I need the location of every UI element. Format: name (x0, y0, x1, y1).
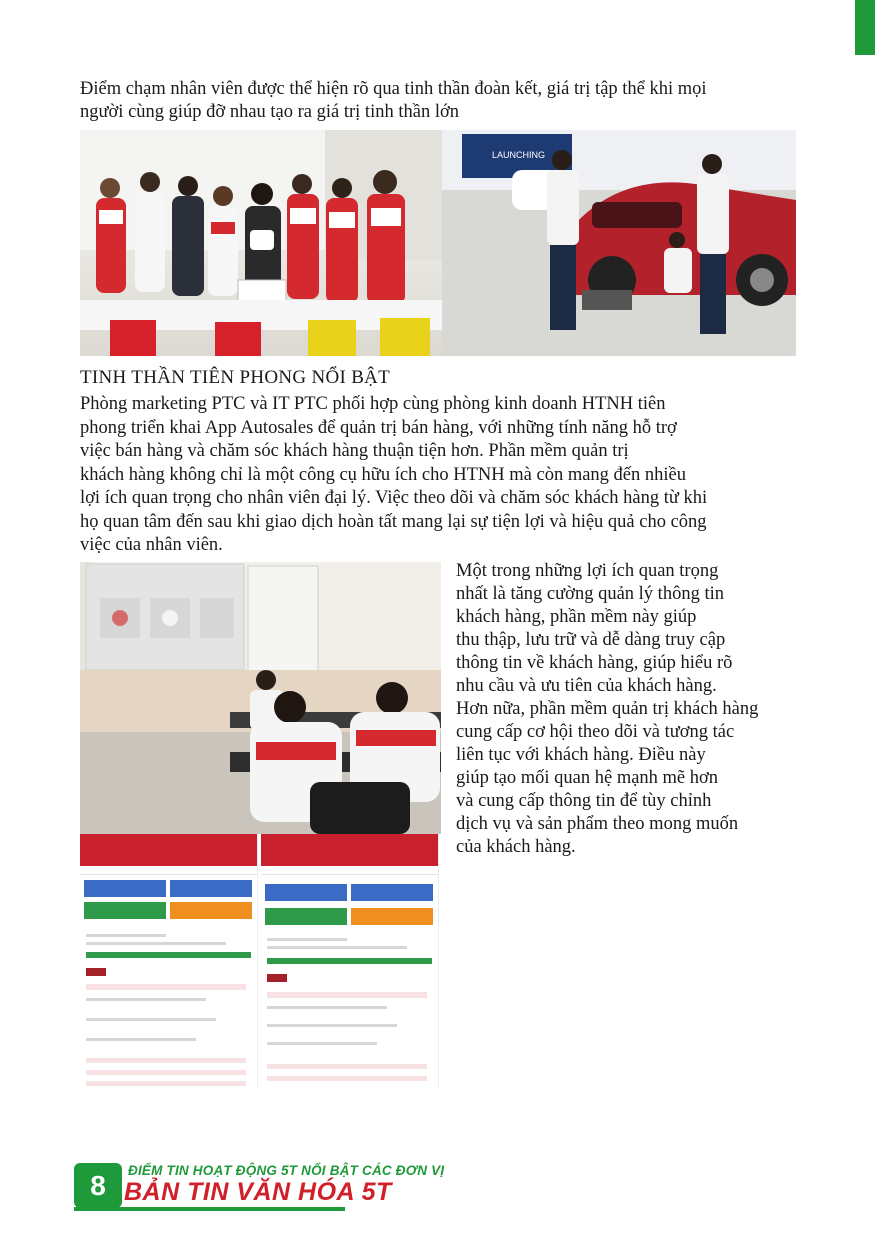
launching-sign: LAUNCHING (492, 150, 546, 160)
section-line: việc bán hàng và chăm sóc khách hàng thuận tiện hơn. Phần mềm quản trị (80, 441, 629, 461)
app-section-bar (267, 992, 427, 998)
section-body (80, 393, 800, 558)
side-line: liên tục với khách hàng. Điều này (456, 745, 706, 765)
section-line: lợi ích quan trọng cho nhân viên đại lý. Việc theo dõi và chăm sóc khách hàng từ khi (80, 488, 708, 508)
app-section-bar (86, 1058, 246, 1063)
side-line: Một trong những lợi ích quan trọng (456, 561, 719, 581)
app-section-bar (86, 1070, 246, 1075)
page-number: 8 (74, 1163, 122, 1208)
app-list-line (267, 946, 407, 949)
section-line: khách hàng không chỉ là một công cụ hữu ích cho HTNH mà còn mang đến nhiều (80, 464, 686, 485)
app-car-thumb (267, 974, 287, 982)
app-section-bar (86, 1081, 246, 1086)
section-line: Phòng marketing PTC và IT PTC phối hợp cùng phòng kinh doanh HTNH tiên (80, 394, 666, 414)
footer-subtitle: ĐIỂM TIN HOẠT ĐỘNG 5T NỔI BẬT CÁC ĐƠN VỊ (128, 1163, 445, 1178)
side-line: thông tin về khách hàng, giúp hiểu rõ (456, 653, 733, 673)
side-line: nhất là tăng cường quản lý thông tin (456, 584, 724, 604)
meeting-photo (80, 562, 441, 834)
app-list-line (267, 938, 347, 941)
corner-tab (855, 0, 875, 55)
app-list-line (267, 1042, 377, 1045)
app-section-bar (267, 1064, 427, 1069)
team-photo-illustration (80, 130, 442, 356)
showroom-photo-illustration (442, 130, 796, 356)
side-line: khách hàng, phần mềm này giúp (456, 607, 697, 627)
intro-paragraph (80, 78, 800, 124)
app-car-thumb (86, 968, 106, 976)
footer-title: BẢN TIN VĂN HÓA 5T (124, 1178, 392, 1206)
side-paragraph (456, 560, 806, 859)
app-header-bar (80, 834, 257, 866)
side-line: của khách hàng. (456, 837, 576, 857)
app-stat-tile (265, 884, 347, 901)
side-line: Hơn nữa, phần mềm quản trị khách hàng (456, 699, 759, 719)
app-list-line (86, 1018, 216, 1021)
side-line: cung cấp cơ hội theo dõi và tương tác (456, 722, 735, 742)
app-list-line (86, 998, 206, 1001)
app-header-bar (261, 834, 438, 866)
app-stat-tile (84, 902, 166, 919)
app-stat-tile (170, 880, 252, 897)
section-line: việc của nhân viên. (80, 535, 223, 555)
meeting-photo-illustration (80, 562, 441, 834)
app-progress-steps (86, 952, 251, 958)
app-screenshots (80, 834, 441, 1089)
intro-line: người cùng giúp đỡ nhau tạo ra giá trị tinh thần lớn (80, 102, 459, 122)
app-progress-steps (267, 958, 432, 964)
side-line: nhu cầu và ưu tiên của khách hàng. (456, 676, 717, 696)
side-line: giúp tạo mối quan hệ mạnh mẽ hơn (456, 768, 719, 788)
app-stat-tile (170, 902, 252, 919)
app-stat-tile (351, 884, 433, 901)
app-section-bar (86, 984, 246, 990)
side-line: dịch vụ và sản phẩm theo mong muốn (456, 814, 739, 834)
section-line: họ quan tâm đến sau khi giao dịch hoàn tất mang lại sự tiện lợi và hiệu quả cho công (80, 511, 707, 532)
app-tab-bar (80, 866, 257, 875)
app-stat-tile (265, 908, 347, 925)
team-photo (80, 130, 442, 356)
showroom-photo (442, 130, 796, 356)
app-list-line (267, 1006, 387, 1009)
app-list-line (267, 1024, 397, 1027)
app-screenshot-left (80, 834, 258, 1089)
side-line: thu thập, lưu trữ và dễ dàng truy cập (456, 630, 726, 650)
app-list-line (86, 934, 166, 937)
app-stat-tile (351, 908, 433, 925)
app-list-line (86, 1038, 196, 1041)
section-title: TINH THẦN TIÊN PHONG NỔI BẬT (80, 367, 391, 388)
intro-line: Điểm chạm nhân viên được thể hiện rõ qua tinh thần đoàn kết, giá trị tập thể khi mọi (80, 79, 707, 99)
app-screenshot-right (261, 834, 439, 1089)
app-stat-tile (84, 880, 166, 897)
side-line: và cung cấp thông tin để tùy chỉnh (456, 791, 712, 811)
footer-underline (74, 1207, 345, 1211)
app-tab-bar (261, 866, 438, 875)
app-section-bar (267, 1076, 427, 1081)
app-list-line (86, 942, 226, 945)
section-line: phong triển khai App Autosales để quản trị bán hàng, với những tính năng hỗ trợ (80, 417, 677, 438)
